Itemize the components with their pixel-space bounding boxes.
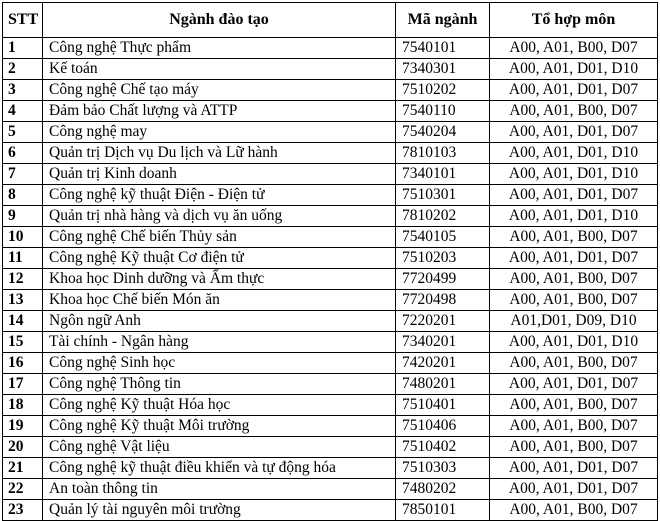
major-name-cell: Quản trị Dịch vụ Du lịch và Lữ hành xyxy=(43,143,396,164)
stt-cell: 20 xyxy=(3,437,43,458)
subject-combination-cell: A00, A01, D01, D10 xyxy=(490,206,658,227)
subject-combination-cell: A00, A01, D01, D07 xyxy=(490,122,658,143)
major-code-cell: 7510303 xyxy=(396,458,490,479)
subject-combination-cell: A00, A01, B00, D07 xyxy=(490,500,658,521)
major-code-cell: 7540110 xyxy=(396,101,490,122)
header-stt: STT xyxy=(3,3,43,38)
major-name-cell: Công nghệ Thông tin xyxy=(43,374,396,395)
subject-combination-cell: A00, A01, B00, D07 xyxy=(490,416,658,437)
major-code-cell: 7510202 xyxy=(396,80,490,101)
major-name-cell: Công nghệ Kỹ thuật Hóa học xyxy=(43,395,396,416)
stt-cell: 5 xyxy=(3,122,43,143)
major-code-cell: 7220201 xyxy=(396,311,490,332)
major-code-cell: 7810103 xyxy=(396,143,490,164)
header-ma-nganh: Mã ngành xyxy=(396,3,490,38)
table-row xyxy=(3,80,658,101)
subject-combination-cell: A00, A01, D01, D10 xyxy=(490,143,658,164)
stt-cell: 1 xyxy=(3,38,43,59)
major-name-cell: Công nghệ Chế biến Thủy sản xyxy=(43,227,396,248)
major-name-cell: Công nghệ Sinh học xyxy=(43,353,396,374)
major-name-cell: Công nghệ Chế tạo máy xyxy=(43,80,396,101)
table-row xyxy=(3,248,658,269)
stt-cell: 19 xyxy=(3,416,43,437)
table-row xyxy=(3,437,658,458)
major-code-cell: 7850101 xyxy=(396,500,490,521)
table-row xyxy=(3,227,658,248)
table-row xyxy=(3,185,658,206)
stt-cell: 10 xyxy=(3,227,43,248)
subject-combination-cell: A00, A01, D01, D10 xyxy=(490,164,658,185)
subject-combination-cell: A00, A01, B00, D07 xyxy=(490,269,658,290)
major-code-cell: 7540105 xyxy=(396,227,490,248)
subject-combination-cell: A00, A01, D01, D07 xyxy=(490,458,658,479)
table-row xyxy=(3,269,658,290)
major-code-cell: 7480202 xyxy=(396,479,490,500)
subject-combination-cell: A00, A01, D01, D07 xyxy=(490,80,658,101)
subject-combination-cell: A00, A01, B00, D07 xyxy=(490,38,658,59)
major-name-cell: Quản trị nhà hàng và dịch vụ ăn uống xyxy=(43,206,396,227)
major-name-cell: Khoa học Chế biến Món ăn xyxy=(43,290,396,311)
table-row xyxy=(3,290,658,311)
major-name-cell: Ngôn ngữ Anh xyxy=(43,311,396,332)
subject-combination-cell: A00, A01, D01, D07 xyxy=(490,185,658,206)
header-nganh: Ngành đào tạo xyxy=(43,3,396,38)
stt-cell: 13 xyxy=(3,290,43,311)
table-row xyxy=(3,206,658,227)
stt-cell: 21 xyxy=(3,458,43,479)
stt-cell: 15 xyxy=(3,332,43,353)
major-name-cell: Kế toán xyxy=(43,59,396,80)
major-code-cell: 7540101 xyxy=(396,38,490,59)
major-code-cell: 7510406 xyxy=(396,416,490,437)
stt-cell: 9 xyxy=(3,206,43,227)
table-row xyxy=(3,395,658,416)
major-name-cell: Đảm bảo Chất lượng và ATTP xyxy=(43,101,396,122)
major-code-cell: 7340301 xyxy=(396,59,490,80)
table-header xyxy=(3,3,658,38)
major-name-cell: Công nghệ kỹ thuật Điện - Điện tử xyxy=(43,185,396,206)
subject-combination-cell: A00, A01, B00, D07 xyxy=(490,353,658,374)
subject-combination-cell: A00, A01, B00, D07 xyxy=(490,101,658,122)
major-name-cell: Công nghệ may xyxy=(43,122,396,143)
stt-cell: 16 xyxy=(3,353,43,374)
table-row xyxy=(3,311,658,332)
stt-cell: 8 xyxy=(3,185,43,206)
stt-cell: 23 xyxy=(3,500,43,521)
table-row xyxy=(3,479,658,500)
major-name-cell: An toàn thông tin xyxy=(43,479,396,500)
major-code-cell: 7510402 xyxy=(396,437,490,458)
major-code-cell: 7720498 xyxy=(396,290,490,311)
table-row xyxy=(3,458,658,479)
major-code-cell: 7510401 xyxy=(396,395,490,416)
stt-cell: 17 xyxy=(3,374,43,395)
table-row xyxy=(3,122,658,143)
major-code-cell: 7720499 xyxy=(396,269,490,290)
subject-combination-cell: A00, A01, D01, D07 xyxy=(490,374,658,395)
stt-cell: 18 xyxy=(3,395,43,416)
major-name-cell: Công nghệ Kỹ thuật Môi trường xyxy=(43,416,396,437)
header-row xyxy=(3,3,658,38)
stt-cell: 7 xyxy=(3,164,43,185)
major-code-cell: 7810202 xyxy=(396,206,490,227)
major-name-cell: Công nghệ kỹ thuật điều khiển và tự động hóa xyxy=(43,458,396,479)
major-name-cell: Tài chính - Ngân hàng xyxy=(43,332,396,353)
table-row xyxy=(3,353,658,374)
table-row xyxy=(3,416,658,437)
table-row xyxy=(3,59,658,80)
stt-cell: 3 xyxy=(3,80,43,101)
subject-combination-cell: A00, A01, D01, D10 xyxy=(490,59,658,80)
subject-combination-cell: A00, A01, D01, D07 xyxy=(490,479,658,500)
subject-combination-cell: A01,D01, D09, D10 xyxy=(490,311,658,332)
table-row xyxy=(3,332,658,353)
major-name-cell: Công nghệ Thực phẩm xyxy=(43,38,396,59)
stt-cell: 4 xyxy=(3,101,43,122)
major-code-cell: 7480201 xyxy=(396,374,490,395)
table-row xyxy=(3,38,658,59)
subject-combination-cell: A00, A01, B00, D07 xyxy=(490,395,658,416)
major-code-cell: 7540204 xyxy=(396,122,490,143)
major-name-cell: Công nghệ Kỹ thuật Cơ điện tử xyxy=(43,248,396,269)
major-code-cell: 7510203 xyxy=(396,248,490,269)
stt-cell: 22 xyxy=(3,479,43,500)
major-code-cell: 7340201 xyxy=(396,332,490,353)
major-code-cell: 7420201 xyxy=(396,353,490,374)
header-to-hop-mon: Tổ hợp môn xyxy=(490,3,658,38)
subject-combination-cell: A00, A01, B00, D07 xyxy=(490,227,658,248)
major-name-cell: Quản trị Kinh doanh xyxy=(43,164,396,185)
stt-cell: 6 xyxy=(3,143,43,164)
table-row xyxy=(3,374,658,395)
table-row xyxy=(3,500,658,521)
subject-combination-cell: A00, A01, D01, D07 xyxy=(490,248,658,269)
major-name-cell: Quản lý tài nguyên môi trường xyxy=(43,500,396,521)
table-row xyxy=(3,101,658,122)
subject-combination-cell: A00, A01, D01, D10 xyxy=(490,332,658,353)
stt-cell: 11 xyxy=(3,248,43,269)
table-row xyxy=(3,164,658,185)
major-code-cell: 7340101 xyxy=(396,164,490,185)
table-row xyxy=(3,143,658,164)
major-code-cell: 7510301 xyxy=(396,185,490,206)
subject-combination-cell: A00, A01, B00, D07 xyxy=(490,290,658,311)
stt-cell: 12 xyxy=(3,269,43,290)
table-body xyxy=(3,38,658,521)
subject-combination-cell: A00, A01, B00, D07 xyxy=(490,437,658,458)
major-name-cell: Công nghệ Vật liệu xyxy=(43,437,396,458)
stt-cell: 14 xyxy=(3,311,43,332)
major-name-cell: Khoa học Dinh dưỡng và Ẩm thực xyxy=(43,269,396,290)
admissions-table xyxy=(2,2,658,521)
stt-cell: 2 xyxy=(3,59,43,80)
